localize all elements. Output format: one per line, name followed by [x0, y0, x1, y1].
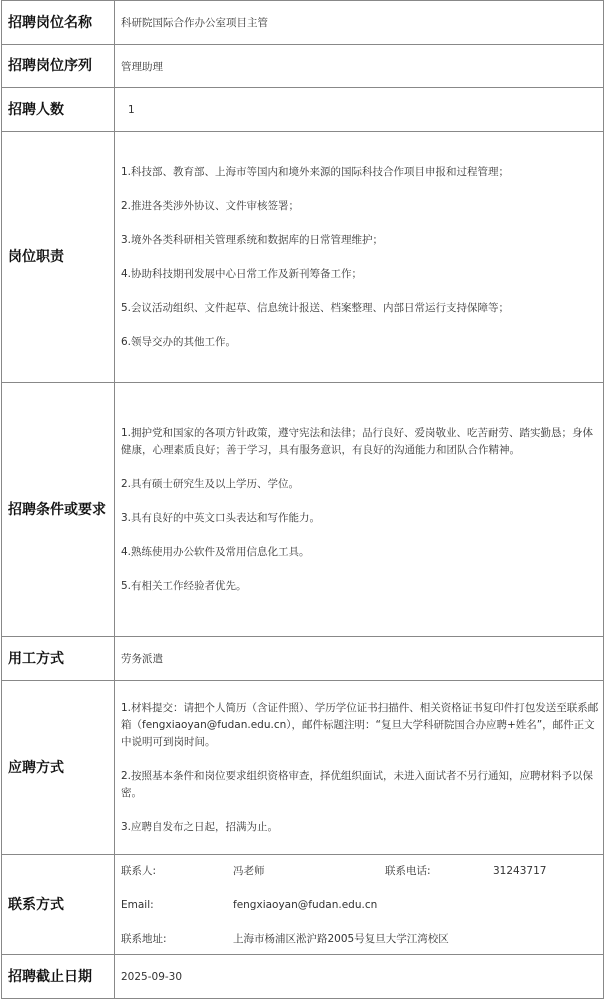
contact-address-row [121, 932, 599, 946]
duty-item: 2.推进各类涉外协议、文件审核签署； [121, 199, 300, 212]
contact-person-value: 冯老师 [233, 864, 265, 877]
duty-item: 3.境外各类科研相关管理系统和数据库的日常管理维护； [121, 233, 384, 246]
requirement-item: 2.具有硕士研究生及以上学历、学位。 [121, 477, 300, 490]
requirement-item: 5.有相关工作经验者优先。 [121, 579, 247, 592]
row-duties [2, 132, 604, 383]
row-employment [2, 637, 604, 681]
duty-item: 5.会议活动组织、文件起草、信息统计报送、档案整理、内部日常运行支持保障等； [121, 301, 510, 314]
contact-email-label: Email: [121, 898, 154, 911]
headcount-label: 招聘人数 [2, 88, 115, 132]
contact-email-row [121, 898, 599, 912]
position-series-value: 管理助理 [115, 45, 604, 88]
row-apply [2, 681, 604, 855]
requirements-content [115, 383, 604, 637]
contact-content [115, 855, 604, 955]
contact-person-label: 联系人: [121, 864, 157, 877]
job-posting-table [1, 0, 604, 999]
requirement-item: 4.熟练使用办公软件及常用信息化工具。 [121, 545, 310, 558]
contact-address-label: 联系地址: [121, 932, 167, 945]
apply-item: 1.材料提交：请把个人简历（含证件照）、学历学位证书扫描件、相关资格证书复印件打包发送至联系邮箱（fengxiaoyan@fudan.edu.cn），邮件标题注明：“复旦大学科研院国合办应聘+姓名”，邮件正文中说明可到岗时间。 [121, 701, 599, 748]
row-position-series [2, 45, 604, 88]
deadline-label: 招聘截止日期 [2, 955, 115, 999]
contact-person-row [121, 864, 599, 878]
duties-content [115, 132, 604, 383]
apply-item: 2.按照基本条件和岗位要求组织资格审查，择优组织面试，未进入面试者不另行通知，应聘材料予以保密。 [121, 769, 594, 799]
headcount-value [115, 88, 604, 132]
row-contact [2, 855, 604, 955]
contact-email-link[interactable]: fengxiaoyan@fudan.edu.cn [233, 898, 378, 911]
employment-value: 劳务派遣 [115, 637, 604, 681]
requirement-item: 3.具有良好的中英文口头表达和写作能力。 [121, 511, 321, 524]
contact-address-value: 上海市杨浦区淞沪路2005号复旦大学江湾校区 [233, 932, 449, 945]
apply-item: 3.应聘自发布之日起，招满为止。 [121, 820, 279, 833]
deadline-value: 2025-09-30 [115, 955, 604, 999]
position-series-label: 招聘岗位序列 [2, 45, 115, 88]
requirement-item: 1.拥护党和国家的各项方针政策，遵守宪法和法律；品行良好、爱岗敬业、吃苦耐劳、踏实勤恳；身体健康，心理素质良好；善于学习，具有服务意识，有良好的沟通能力和团队合作精神。 [121, 426, 594, 456]
apply-content [115, 681, 604, 855]
apply-label: 应聘方式 [2, 681, 115, 855]
requirements-label: 招聘条件或要求 [2, 383, 115, 637]
row-requirements [2, 383, 604, 637]
duty-item: 4.协助科技期刊发展中心日常工作及新刊筹备工作； [121, 267, 363, 280]
contact-phone-value: 31243717 [493, 864, 547, 877]
contact-label: 联系方式 [2, 855, 115, 955]
position-title-value: 科研院国际合作办公室项目主管 [115, 1, 604, 45]
position-title-label: 招聘岗位名称 [2, 1, 115, 45]
duty-item: 1.科技部、教育部、上海市等国内和境外来源的国际科技合作项目申报和过程管理； [121, 165, 510, 178]
employment-label: 用工方式 [2, 637, 115, 681]
headcount-number: 1 [128, 103, 135, 116]
row-headcount [2, 88, 604, 132]
duties-label: 岗位职责 [2, 132, 115, 383]
contact-phone-label: 联系电话: [385, 864, 431, 877]
duty-item: 6.领导交办的其他工作。 [121, 335, 237, 348]
row-position-title [2, 1, 604, 45]
row-deadline [2, 955, 604, 999]
